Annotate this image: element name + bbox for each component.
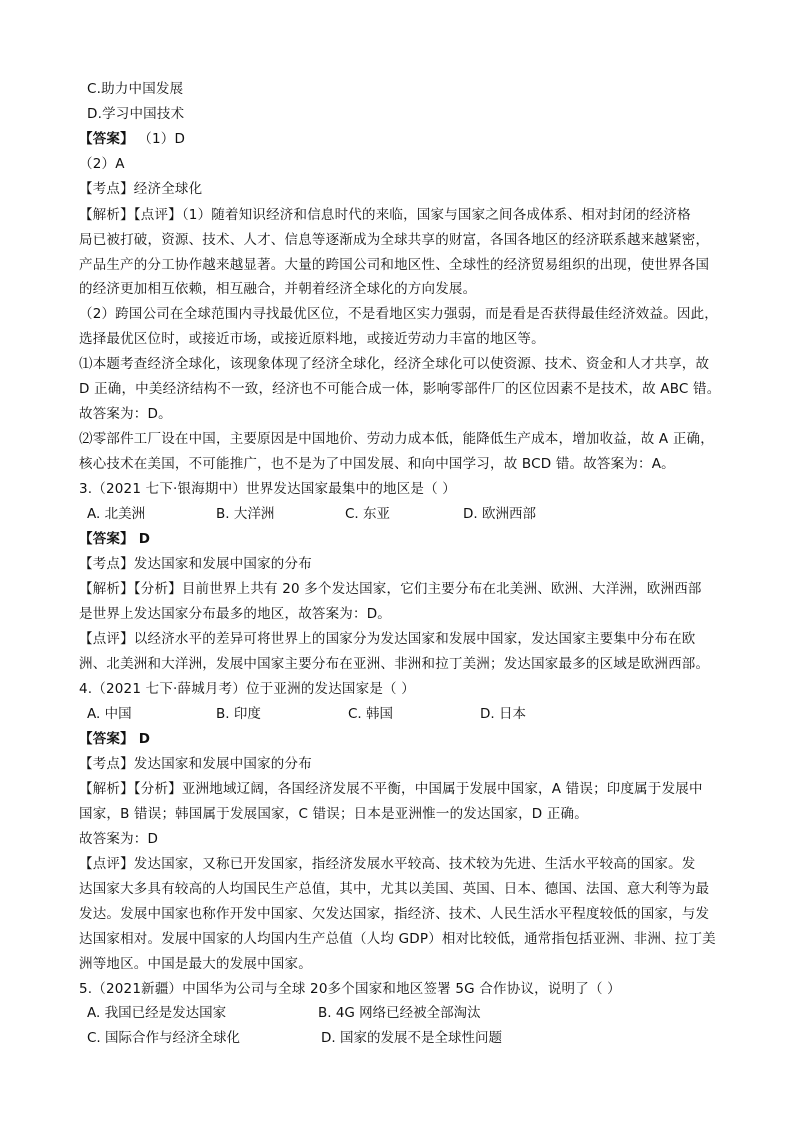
analysis-line: 国家，B 错误；韩国属于发展国家，C 错误；日本是亚洲惟一的发达国家，D 正确。 [79, 806, 588, 822]
comment-line: 达国家大多具有较高的人均国民生产总值，其中，尤其以美国、英国、日本、德国、法国、意大利等为最 [79, 881, 710, 897]
analysis-line: ⑴本题考查经济全球化，该现象体现了经济全球化，经济全球化可以使资源、技术、资金和人才共享，故 [79, 356, 710, 372]
comment-line: 洲、北美洲和大洋洲，发展中国家主要分布在亚洲、非洲和拉丁美洲；发达国家最多的区域是欧洲西部。 [79, 656, 710, 672]
knowledge-point: 【考点】发达国家和发展中国家的分布 [79, 756, 312, 772]
analysis-line: 是世界上发达国家分布最多的地区，故答案为：D。 [79, 606, 391, 622]
q5-option-c: C. 国际合作与经济全球化 [87, 1030, 241, 1046]
q4-option-a: A. 中国 [87, 706, 132, 722]
comment-line: 发达。发展中国家也称作开发中国家、欠发达国家，指经济、技术、人民生活水平程度较低的国家，与发 [79, 906, 710, 922]
analysis-line: 故答案为：D [79, 831, 159, 847]
answer-line [79, 130, 185, 148]
question-4: 4.（2021 七下·薛城月考）位于亚洲的发达国家是（ ） [79, 681, 415, 697]
answer-line: 【答案】 D [79, 731, 151, 747]
analysis-line: 产品生产的分工协作越来越显著。大量的跨国公司和地区性、全球性的经济贸易组织的出现，使世界各国 [79, 257, 710, 273]
q3-option-c: C. 东亚 [345, 506, 391, 522]
q4-option-d: D. 日本 [480, 706, 526, 722]
comment-line: 【点评】发达国家，又称已开发国家，指经济发展水平较高、技术较为先进、生活水平较高的国家。发 [79, 856, 696, 872]
q5-option-d: D. 国家的发展不是全球性问题 [321, 1030, 502, 1046]
comment-line: 达国家相对。发展中国家的人均国内生产总值（人均 GDP）相对比较低，通常指包括亚洲、非洲、拉丁美 [79, 931, 716, 947]
analysis-line: 【解析】【分析】亚洲地域辽阔，各国经济发展不平衡，中国属于发展中国家，A 错误；印度属于发展中 [79, 781, 703, 797]
analysis-line: 的经济更加相互依赖，相互融合，并朝着经济全球化的方向发展。 [79, 281, 477, 297]
q3-option-d: D. 欧洲西部 [463, 506, 536, 522]
analysis-line: （2）跨国公司在全球范围内寻找最优区位，不是看地区实力强弱，而是看是否获得最佳经济效益。因此， [79, 306, 718, 322]
question-5: 5.（2021新疆）中国华为公司与全球 20多个国家和地区签署 5G 合作协议，说明了（ ） [79, 981, 621, 997]
analysis-line: 【解析】【分析】目前世界上共有 20 多个发达国家，它们主要分布在北美洲、欧洲、大洋洲，欧洲西部 [79, 581, 702, 597]
q3-option-b: B. 大洋洲 [216, 506, 275, 522]
analysis-line: D 正确，中美经济结构不一致，经济也不可能合成一体，影响零部件厂的区位因素不是技术，故 ABC 错。 [79, 381, 721, 397]
answer-part-2: （2）A [79, 156, 125, 172]
knowledge-point: 【考点】发达国家和发展中国家的分布 [79, 556, 312, 572]
q5-option-a: A. 我国已经是发达国家 [87, 1005, 227, 1021]
analysis-line: ⑵零部件工厂设在中国，主要原因是中国地价、劳动力成本低，能降低生产成本，增加收益，故 A 正确， [79, 431, 714, 447]
q4-option-c: C. 韩国 [348, 706, 394, 722]
knowledge-point: 【考点】经济全球化 [79, 181, 203, 197]
q4-option-b: B. 印度 [216, 706, 261, 722]
analysis-line: 局已被打破，资源、技术、人才、信息等逐渐成为全球共享的财富，各国各地区的经济联系越来越紧密， [79, 232, 710, 248]
answer-value: （1）D [133, 131, 186, 147]
analysis-line: 【解析】【点评】（1）随着知识经济和信息时代的来临，国家与国家之间各成体系、相对封闭的经济格 [79, 207, 691, 223]
question-3: 3.（2021 七下·银海期中）世界发达国家最集中的地区是（ ） [79, 481, 457, 497]
analysis-line: 选择最优区位时，或接近市场，或接近原料地，或接近劳动力丰富的地区等。 [79, 331, 545, 347]
q3-option-a: A. 北美洲 [87, 506, 146, 522]
comment-line: 洲等地区。中国是最大的发展中国家。 [79, 956, 312, 972]
answer-tag: 【答案】 [79, 131, 134, 147]
analysis-line: 核心技术在美国，不可能推广，也不是为了中国发展、和向中国学习，故 BCD 错。故答案为：A。 [79, 456, 675, 472]
option-d: D.学习中国技术 [87, 106, 185, 122]
answer-line: 【答案】 D [79, 531, 151, 547]
comment-line: 【点评】以经济水平的差异可将世界上的国家分为发达国家和发展中国家，发达国家主要集中分布在欧 [79, 631, 696, 647]
q5-option-b: B. 4G 网络已经被全部淘汰 [318, 1005, 481, 1021]
option-c: C.助力中国发展 [87, 81, 184, 97]
analysis-line: 故答案为：D。 [79, 406, 172, 422]
